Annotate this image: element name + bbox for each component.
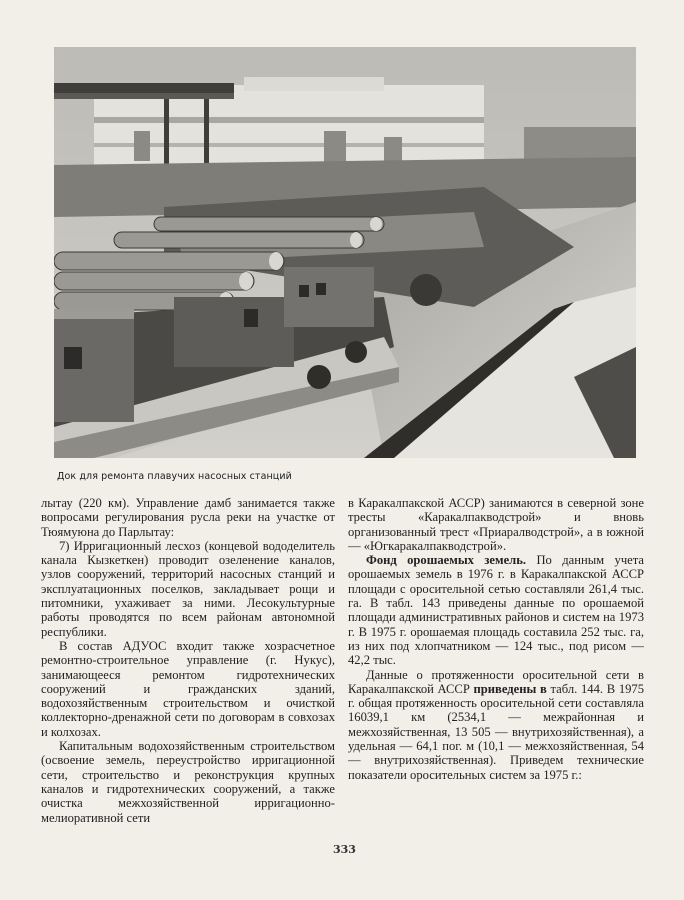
right-paragraph-3 xyxy=(348,668,644,782)
section-heading-body: По данным учета орошаемых земель в 1976 г. в Каракалпакской АССР площади с оросительной сетью составляли 261,4 тыс. га. В табл. 143 приведены данные по орошаемой площади административных районов и систем на 1973 г. В 1975 г. орошаемая площадь составила 252 тыс. га, из них под хлопчатником — 124 тыс., под рисом — 42,2 тыс. xyxy=(348,553,644,668)
left-paragraph-1: лытау (220 км). Управление дамб занимается также вопросами регулирования русла реки на участке от Тюямуюна до Парлытау: xyxy=(41,496,335,539)
left-paragraph-2: 7) Ирригационный лесхоз (концевой вододелитель канала Кызкеткен) проводит озеленение каналов, узлов сооружений, территорий насосных станций и эксплуатационных поселков, закладывает рощи и питомники, ухаживает за ними. Лесокультурные работы проводятся по всем районам автономной республики. xyxy=(41,538,335,639)
left-column xyxy=(41,496,335,825)
left-paragraph-3: В состав АДУОС входит также хозрасчетное ремонтно-строительное управление (г. Нукус), занимающееся ремонтом гидротехнических сооружений и гражданских зданий, водохозяйственным строительством и очисткой коллекторно-дренажной сети по договорам в совхозах и колхозах. xyxy=(41,638,335,739)
figure-caption: Док для ремонта плавучих насосных станций xyxy=(57,471,292,482)
section-heading: Фонд орошаемых земель. xyxy=(366,553,527,568)
right-paragraph-3-rest: табл. 144. В 1975 г. общая протяженность оросительной сети составляла 16039,1 км (2534,1 — межрайонная и межхозяйственная, 13 505 — внутрихозяйственная), а удельная — 64,1 пог. м (10,1 — межхозяйственная, 54— внутрихозяйственная). Приведем технические показатели оросительных систем за 1975 г.: xyxy=(348,681,645,782)
left-paragraph-4: Капитальным водохозяйственным строительством (освоение земель, переустройство ирригационной сети, строительство и реконструкция крупных каналов и гидротехнических сооружений, а также очистка межхозяйственной ирригационно-мелиоративной сети xyxy=(41,739,335,825)
right-paragraph-3-start: Данные о протяженности оросительной сети в Каракалпакской АССР xyxy=(348,667,644,696)
dock-photo xyxy=(54,47,636,458)
right-column xyxy=(348,496,644,782)
right-paragraph-1: в Каракалпакской АССР) занимаются в северной зоне тресты «Каракалпакводстрой» и вновь организованный трест «Приаралводстрой», а в южной — «Югкаракалпакводстрой». xyxy=(348,496,644,553)
right-paragraph-3-bold: приведены в xyxy=(473,681,547,696)
right-paragraph-2 xyxy=(348,553,644,667)
page-number: 333 xyxy=(333,843,356,856)
